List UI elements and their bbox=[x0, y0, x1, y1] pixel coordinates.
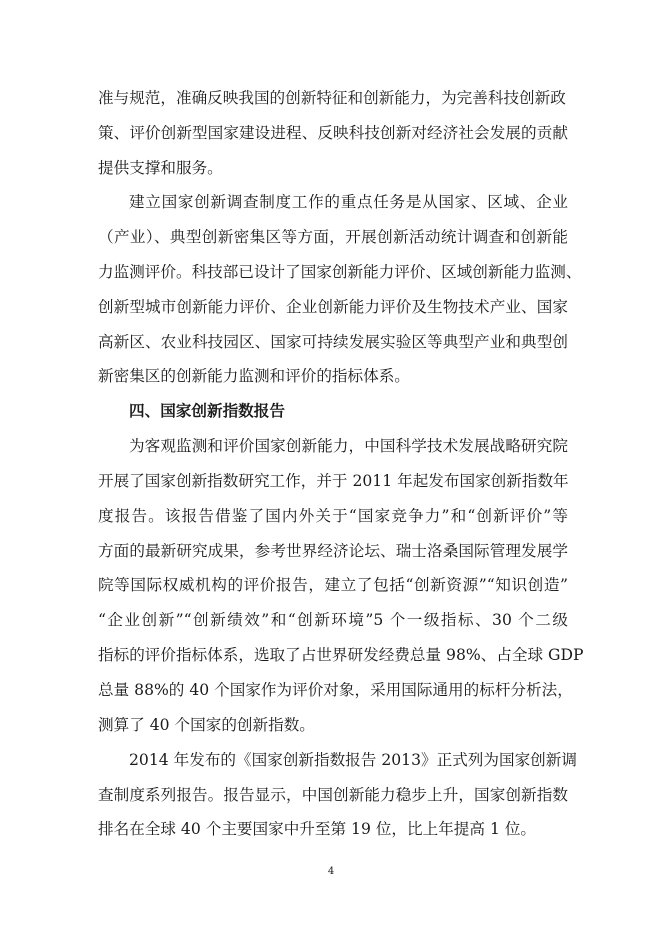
text-line: 院等国际权威机构的评价报告，建立了包括“创新资源”“知识创造” bbox=[98, 576, 568, 594]
text-line: 力监测评价。科技部已设计了国家创新能力评价、区域创新能力监测、 bbox=[98, 263, 582, 281]
text-line: 测算了 40 个国家的创新指数。 bbox=[98, 716, 315, 734]
text-line: “企业创新”“创新绩效”和“创新环境”5 个一级指标、30 个二级 bbox=[98, 611, 568, 629]
section-heading: 四、国家创新指数报告 bbox=[129, 401, 285, 420]
text-line: 排名在全球 40 个主要国家中升至第 19 位，比上年提高 1 位。 bbox=[98, 820, 537, 838]
text-line: 查制度系列报告。报告显示，中国创新能力稳步上升，国家创新指数 bbox=[98, 786, 568, 804]
text-line: 提供支撑和服务。 bbox=[98, 159, 223, 177]
text-line: 新密集区的创新能力监测和评价的指标体系。 bbox=[98, 367, 410, 385]
text-line: 建立国家创新调查制度工作的重点任务是从国家、区域、企业 bbox=[129, 193, 568, 211]
text-line: 准与规范，准确反映我国的创新特征和创新能力，为完善科技创新政 bbox=[98, 89, 566, 107]
text-line: （产业）、典型创新密集区等方面，开展创新活动统计调查和创新能 bbox=[98, 228, 568, 246]
text-line: 创新型城市创新能力评价、企业创新能力评价及生物技术产业、国家 bbox=[98, 298, 568, 316]
text-line: 策、评价创新型国家建设进程、反映科技创新对经济社会发展的贡献 bbox=[98, 124, 568, 142]
text-line: 开展了国家创新指数研究工作，并于 2011 年起发布国家创新指数年 bbox=[98, 472, 569, 490]
text-line: 高新区、农业科技园区、国家可持续发展实验区等典型产业和典型创 bbox=[98, 333, 568, 351]
text-line: 指标的评价指标体系，选取了占世界研发经费总量 98%、占全球 GDP bbox=[98, 646, 584, 664]
page-number: 4 bbox=[327, 866, 335, 877]
text-line: 2014 年发布的《国家创新指数报告 2013》正式列为国家创新调 bbox=[129, 751, 577, 769]
text-line: 度报告。该报告借鉴了国内外关于“国家竞争力”和“创新评价”等 bbox=[98, 507, 568, 525]
text-line: 方面的最新研究成果，参考世界经济论坛、瑞士洛桑国际管理发展学 bbox=[98, 542, 568, 560]
text-line: 为客观监测和评价国家创新能力，中国科学技术发展战略研究院 bbox=[129, 437, 568, 455]
text-line: 总量 88%的 40 个国家作为评价对象，采用国际通用的标杆分析法， bbox=[98, 681, 573, 699]
